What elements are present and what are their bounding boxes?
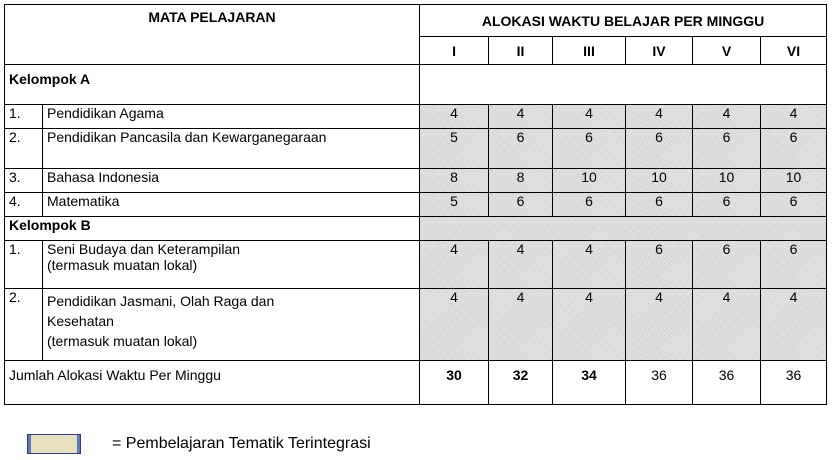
subject-line: Seni Budaya dan Keterampilan — [47, 241, 241, 257]
legend — [4, 432, 371, 456]
hours-cell: 8 — [489, 169, 553, 193]
subject-name: Pendidikan Agama — [43, 105, 420, 129]
row-number: 2. — [5, 289, 43, 361]
row-number: 3. — [5, 169, 43, 193]
group-empty-cell — [420, 217, 827, 241]
subject-name: Matematika — [43, 193, 420, 217]
hours-cell: 4 — [553, 241, 626, 289]
subject-name: Pendidikan Pancasila dan Kewarganegaraan — [43, 129, 420, 169]
total-cell: 36 — [693, 361, 761, 405]
hours-cell: 4 — [489, 241, 553, 289]
grade-header: I — [420, 37, 489, 65]
hours-cell: 4 — [693, 105, 761, 129]
subject-header: MATA PELAJARAN — [5, 5, 420, 65]
hours-cell: 4 — [626, 105, 693, 129]
row-number: 1. — [5, 105, 43, 129]
subject-line: (termasuk muatan lokal) — [47, 257, 198, 273]
legend-swatch-icon — [27, 434, 81, 454]
grade-header: VI — [761, 37, 827, 65]
hours-cell: 4 — [761, 105, 827, 129]
hours-cell: 4 — [553, 105, 626, 129]
total-cell: 36 — [761, 361, 827, 405]
total-cell: 32 — [489, 361, 553, 405]
hours-cell: 4 — [626, 289, 693, 361]
group-label: Kelompok A — [5, 65, 420, 105]
subject-name: Bahasa Indonesia — [43, 169, 420, 193]
hours-cell: 5 — [420, 193, 489, 217]
hours-cell: 4 — [553, 289, 626, 361]
hours-cell: 4 — [761, 289, 827, 361]
hours-cell: 6 — [761, 193, 827, 217]
hours-cell: 6 — [626, 241, 693, 289]
hours-cell: 6 — [693, 241, 761, 289]
hours-cell: 6 — [626, 193, 693, 217]
row-number: 2. — [5, 129, 43, 169]
allocation-table — [4, 4, 827, 405]
grade-header: IV — [626, 37, 693, 65]
hours-cell: 8 — [420, 169, 489, 193]
hours-cell: 4 — [420, 241, 489, 289]
row-number: 4. — [5, 193, 43, 217]
allocation-header: ALOKASI WAKTU BELAJAR PER MINGGU — [420, 5, 827, 37]
subject-line: Pendidikan Jasmani, Olah Raga dan — [47, 293, 275, 309]
hours-cell: 4 — [693, 289, 761, 361]
hours-cell: 6 — [553, 129, 626, 169]
group-label: Kelompok B — [5, 217, 420, 241]
hours-cell: 10 — [553, 169, 626, 193]
total-cell: 30 — [420, 361, 489, 405]
hours-cell: 6 — [489, 129, 553, 169]
hours-cell: 4 — [489, 289, 553, 361]
hours-cell: 4 — [489, 105, 553, 129]
row-number: 1. — [5, 241, 43, 289]
hours-cell: 10 — [693, 169, 761, 193]
hours-cell: 6 — [761, 129, 827, 169]
hours-cell: 4 — [420, 289, 489, 361]
subject-line: Kesehatan — [47, 313, 114, 329]
grade-header: V — [693, 37, 761, 65]
hours-cell: 4 — [420, 105, 489, 129]
grade-header: III — [553, 37, 626, 65]
total-cell: 34 — [553, 361, 626, 405]
subject-name — [43, 289, 420, 361]
subject-name — [43, 241, 420, 289]
hours-cell: 6 — [693, 193, 761, 217]
hours-cell: 6 — [693, 129, 761, 169]
hours-cell: 10 — [626, 169, 693, 193]
legend-text: = Pembelajaran Tematik Terintegrasi — [112, 435, 371, 452]
group-empty-cell — [420, 65, 827, 105]
subject-line: (termasuk muatan lokal) — [47, 333, 198, 349]
hours-cell: 5 — [420, 129, 489, 169]
hours-cell: 6 — [553, 193, 626, 217]
total-cell: 36 — [626, 361, 693, 405]
grade-header: II — [489, 37, 553, 65]
hours-cell: 6 — [761, 241, 827, 289]
hours-cell: 6 — [626, 129, 693, 169]
total-label: Jumlah Alokasi Waktu Per Minggu — [5, 361, 420, 405]
hours-cell: 6 — [489, 193, 553, 217]
hours-cell: 10 — [761, 169, 827, 193]
legend-swatch-wrap — [4, 432, 104, 456]
